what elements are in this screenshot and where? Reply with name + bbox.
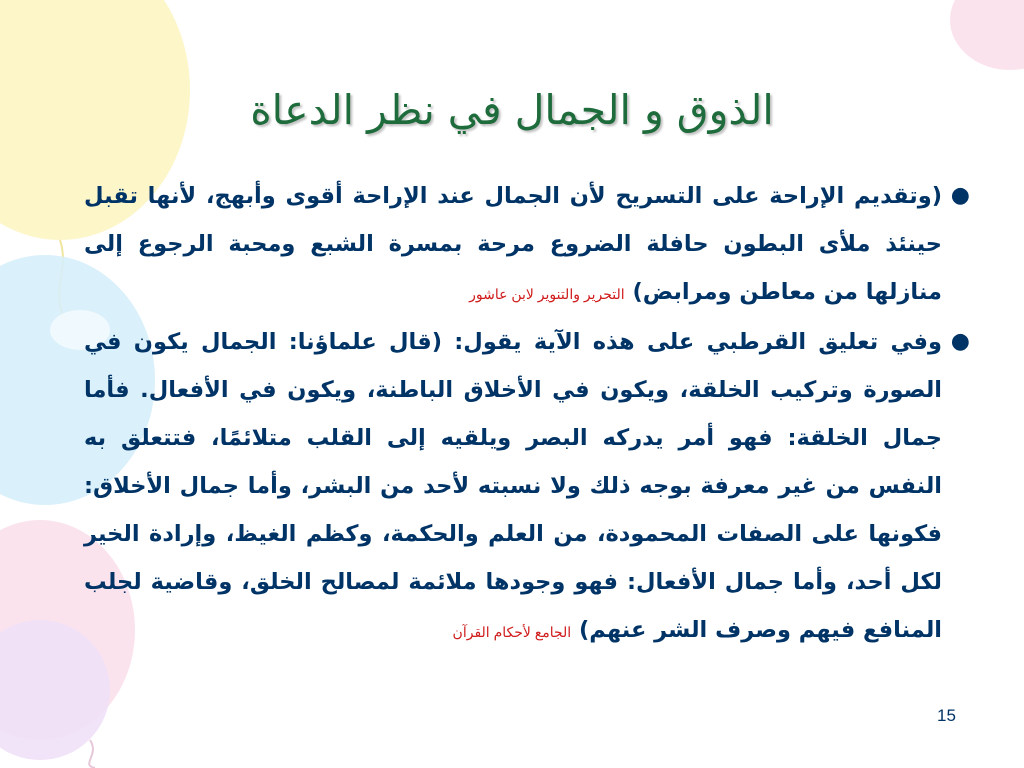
bullet-icon: ● (950, 183, 970, 208)
balloon-pink-small (950, 0, 1024, 70)
bullet-item (84, 318, 972, 656)
bullet-icon: ● (950, 329, 970, 354)
citation-label: التحرير والتنوير لابن عاشور (469, 286, 625, 302)
slide-title: الذوق و الجمال في نظر الدعاة (250, 86, 774, 134)
bullet-text: (وتقديم الإراحة على التسريح لأن الجمال عند الإراحة أقوى وأبهج، لأنها تقبل حينئذ ملأى البطون حافلة الضروع مرحة بمسرة الشبع ومحبة الرجوع إلى منازلها من معاطن ومرابض) (84, 183, 942, 305)
citation-label: الجامع لأحكام القرآن (452, 624, 572, 640)
bullet-item (84, 172, 972, 318)
bullet-list (84, 172, 972, 656)
page-number: 15 (937, 706, 956, 725)
balloon-pink-string (89, 740, 95, 768)
bullet-text: وفي تعليق القرطبي على هذه الآية يقول: (قال علماؤنا: الجمال يكون في الصورة وتركيب الخلقة، ويكون في الأخلاق الباطنة، ويكون في الأفعال. فأما جمال الخلقة: فهو أمر يدركه البصر ويلقيه إلى القلب متلائمًا، فتتعلق به النفس من غير معرفة بوجه ذلك ولا نسبته لأحد من البشر، وأما جمال الأخلاق: فكونها على الصفات المحمودة، من العلم والحكمة، وكظم الغيظ، وإرادة الخير لكل أحد، وأما جمال الأفعال: فهو وجودها ملائمة لمصالح الخلق، وقاضية لجلب المنافع فيهم وصرف الشر عنهم) (84, 329, 942, 643)
